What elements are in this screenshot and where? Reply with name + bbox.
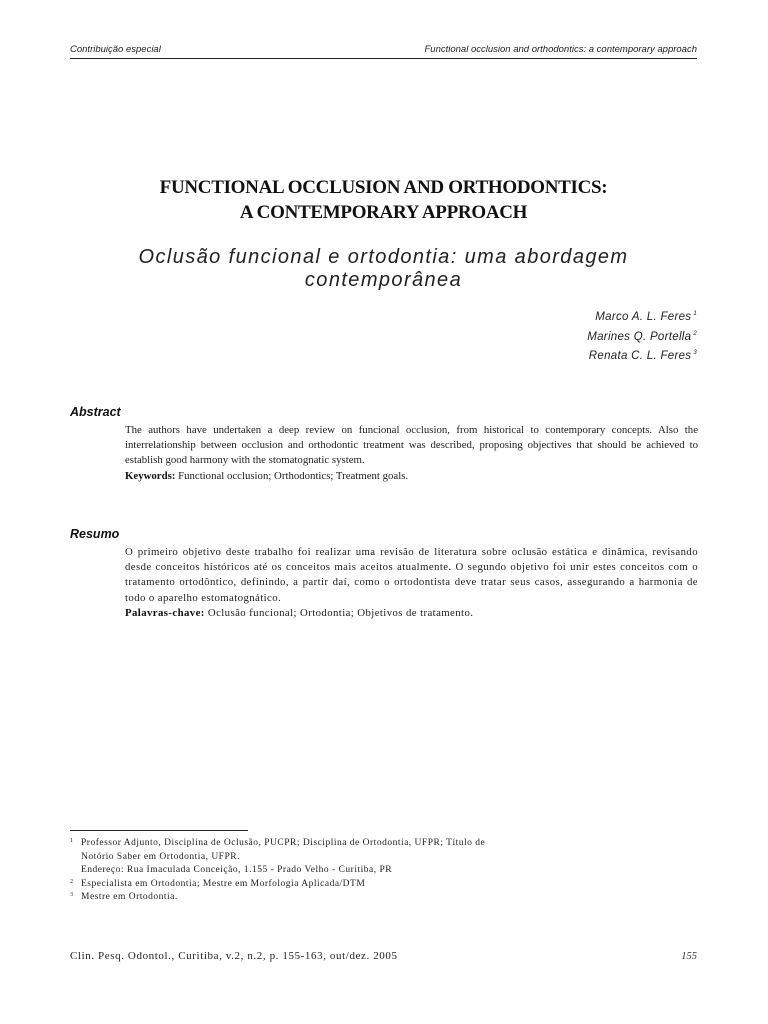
footnote-mark: 3: [70, 892, 74, 899]
footnote: [70, 891, 630, 905]
journal-citation: Clin. Pesq. Odontol., Curitiba, v.2, n.2, p. 155-163, out/dez. 2005: [70, 950, 398, 962]
page-number: 155: [681, 951, 697, 962]
author-name: Marines Q. Portella: [587, 330, 692, 343]
resumo-section: [125, 545, 698, 621]
author-footnote-mark: 2: [693, 330, 697, 337]
resumo-text: O primeiro objetivo deste trabalho foi realizar uma revisão de literatura sobre oclusão estática e dinâmica, revisando desde conceitos históricos até os conceitos mais aceitos atualmente. O segundo objetivo foi unir estes conceitos com o tratamento ortodôntico, definindo, a partir daí, como o ortodontista deve tratar seus casos, assegurando a harmonia de todo o aparelho estomatognático.: [125, 546, 698, 604]
running-head: [70, 44, 697, 59]
abstract-section: [125, 423, 698, 484]
footnote-line: Especialista em Ortodontia; Mestre em Morfologia Aplicada/DTM: [81, 878, 366, 889]
footnote-divider: [70, 830, 248, 831]
resumo-keywords: [125, 606, 698, 621]
footnote-line: Notório Saber em Ortodontia, UFPR.: [81, 851, 240, 862]
footnote: [70, 837, 630, 878]
keywords-text: Functional occlusion; Orthodontics; Treatment goals.: [178, 469, 409, 482]
footnote: [70, 878, 630, 892]
running-head-section: Contribuição especial: [70, 44, 161, 55]
footnote-line: Professor Adjunto, Disciplina de Oclusão, PUCPR; Disciplina de Ortodontia, UFPR; Título de: [81, 838, 486, 848]
palavras-chave-text: Oclusão funcional; Ortodontia; Objetivos de tratamento.: [207, 606, 474, 619]
author: [587, 326, 697, 346]
footnote-mark: 1: [70, 838, 74, 844]
article-title-line-1: FUNCTIONAL OCCLUSION AND ORTHODONTICS:: [159, 177, 608, 198]
author: [587, 345, 697, 365]
running-head-article-title: Functional occlusion and orthodontics: a contemporary approach: [424, 44, 697, 55]
author-footnote-mark: 1: [693, 311, 697, 317]
palavras-chave-label: Palavras-chave:: [125, 606, 205, 619]
article-title-line-2: A CONTEMPORARY APPROACH: [239, 202, 528, 223]
author: [587, 306, 697, 326]
footnote-mark: 2: [70, 878, 74, 885]
keywords-label: Keywords:: [125, 469, 176, 482]
abstract-heading: Abstract: [70, 405, 121, 419]
footnote-line: Endereço: Rua Imaculada Conceição, 1.155 - Prado Velho - Curitiba, PR: [81, 865, 393, 876]
article-title: [70, 175, 697, 225]
abstract-text: The authors have undertaken a deep review on funcional occlusion, from historical to contemporary concepts. Also the interrelationship between occlusion and orthodontic treatment was described, proposing objectives that should be achieved to establish good harmony with the stomatognatic system.: [125, 424, 698, 467]
author-list: [587, 306, 697, 365]
author-footnote-mark: 3: [693, 350, 697, 356]
author-name: Marco A. L. Feres: [595, 311, 692, 323]
resumo-heading: Resumo: [70, 527, 120, 541]
author-name: Renata C. L. Feres: [588, 350, 692, 362]
abstract-keywords: [125, 469, 698, 484]
article-subtitle: Oclusão funcional e ortodontia: uma abordagem contemporânea: [138, 246, 629, 291]
footnote-line: Mestre em Ortodontia.: [81, 892, 178, 903]
footnotes: [70, 837, 630, 905]
